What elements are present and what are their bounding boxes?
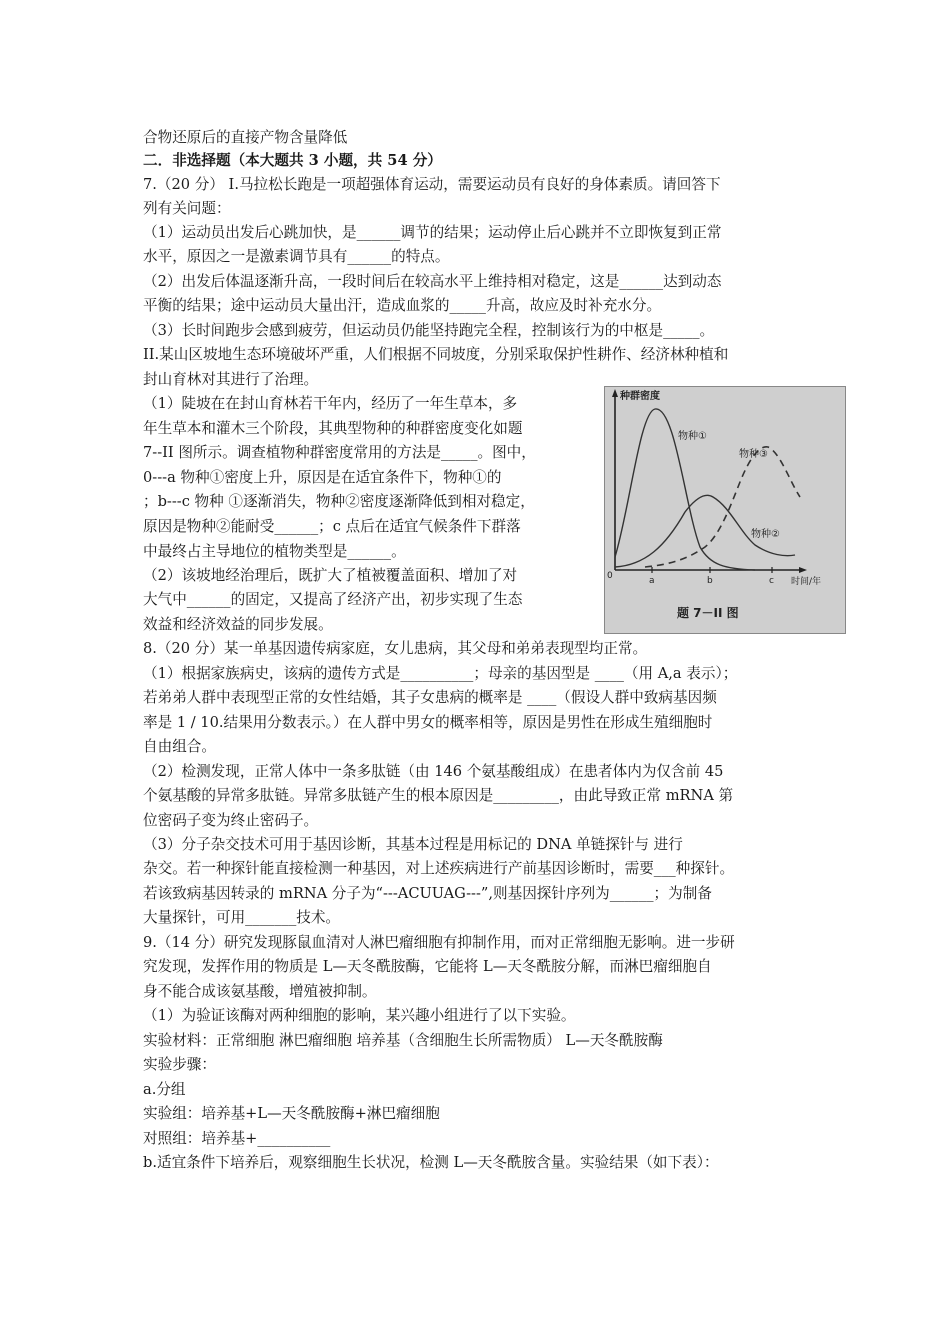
text-line: 实验材料：正常细胞 淋巴瘤细胞 培养基（含细胞生长所需物质） L—天冬酰胺酶 (143, 1032, 663, 1049)
species2-label: 物种② (751, 529, 780, 540)
text-line: 大气中______的固定，又提高了经济产出，初步实现了生态 (143, 591, 523, 608)
question-7-line: 7.（20 分） I.马拉松长跑是一项超强体育运动，需要运动员有良好的身体素质。请回答下 (143, 176, 721, 193)
text-line: 若弟弟人群中表现型正常的女性结婚，其子女患病的概率是 ____（假设人群中致病基因频 (143, 689, 717, 706)
text-line: （1）为验证该酶对两种细胞的影响，某兴趣小组进行了以下实验。 (143, 1007, 576, 1024)
text-line: （1）陡坡在在封山育林若干年内，经历了一年生草本，多 (143, 395, 518, 412)
text-line: （3）长时间跑步会感到疲劳，但运动员仍能坚持跑完全程，控制该行为的中枢是_____。 (143, 322, 715, 339)
text-line: 中最终占主导地位的植物类型是______。 (143, 543, 406, 560)
species3-curve (645, 447, 800, 567)
text-line: （2）出发后体温逐渐升高，一段时间后在较高水平上维持相对稳定，这是______达到动态 (143, 273, 722, 290)
population-density-figure (604, 386, 846, 634)
text-line: 个氨基酸的异常多肽链。异常多肽链产生的根本原因是_________，由此导致正常 mRNA 第 (143, 787, 734, 804)
text-line: 杂交。若一种探针能直接检测一种基因，对上述疾病进行产前基因诊断时，需要___种探针。 (143, 860, 735, 877)
text-line: II.某山区坡地生态环境破坏严重，人们根据不同坡度，分别采取保护性耕作、经济林种植和 (143, 346, 729, 363)
text-line: 列有关问题： (143, 200, 231, 217)
text-line: 位密码子变为终止密码子。 (143, 812, 319, 829)
text-line: 究发现，发挥作用的物质是 L—天冬酰胺酶，它能将 L—天冬酰胺分解，而淋巴瘤细胞自 (143, 958, 712, 975)
origin-label: 0 (607, 571, 613, 581)
text-line: 平衡的结果；途中运动员大量出汗，造成血浆的_____升高，故应及时补充水分。 (143, 297, 662, 314)
text-line: b.适宜条件下培养后，观察细胞生长状况，检测 L—天冬酰胺含量。实验结果（如下表）： (143, 1154, 719, 1171)
figure-caption: 题 7－II 图 (677, 606, 739, 620)
text-line: a.分组 (143, 1081, 186, 1098)
text-line: 原因是物种②能耐受______；c 点后在适宜气候条件下群落 (143, 518, 521, 535)
tick-a-label: a (649, 576, 655, 586)
text-line: 0---a 物种①密度上升，原因是在适宜条件下，物种①的 (143, 469, 502, 486)
text-line: 对照组：培养基+__________ (143, 1130, 331, 1147)
text-line: 率是 1 / 10.结果用分数表示。）在人群中男女的概率相等，原因是男性在形成生殖细胞时 (143, 714, 713, 731)
text-line: （2）检测发现，正常人体中一条多肽链（由 146 个氨基酸组成）在患者体内为仅含前 45 (143, 763, 724, 780)
text-line: （1）根据家族病史，该病的遗传方式是__________；母亲的基因型是 ____（用 A,a 表示）； (143, 665, 738, 682)
text-line: 自由组合。 (143, 738, 216, 755)
question-9-line: 9.（14 分）研究发现豚鼠血清对人淋巴瘤细胞有抑制作用，而对正常细胞无影响。进一步研 (143, 934, 735, 951)
text-line: 封山育林对其进行了治理。 (143, 371, 319, 388)
text-line: ；b---c 物种 ①逐渐消失，物种②密度逐渐降低到相对稳定， (143, 493, 535, 510)
tick-b-label: b (707, 576, 713, 586)
text-line: 身不能合成该氨基酸，增殖被抑制。 (143, 983, 377, 1000)
text-line: （1）运动员出发后心跳加快，是______调节的结果；运动停止后心跳并不立即恢复到正常 (143, 224, 722, 241)
x-axis-arrow-icon (799, 567, 807, 573)
y-axis-label: 种群密度 (620, 391, 660, 402)
text-line: 实验组：培养基+L—天冬酰胺酶+淋巴瘤细胞 (143, 1105, 440, 1122)
section-heading: 二．非选择题（本大题共 3 小题，共 54 分） (143, 152, 442, 169)
text-line: （3）分子杂交技术可用于基因诊断，其基本过程是用标记的 DNA 单链探针与 进行 (143, 836, 683, 853)
text-line: 合物还原后的直接产物含量降低 (143, 129, 348, 146)
text-line: 若该致病基因转录的 mRNA 分子为“---ACUUAG---”,则基因探针序列为______；为制备 (143, 885, 712, 902)
question-8-line: 8.（20 分）某一单基因遗传病家庭，女儿患病，其父母和弟弟表现型均正常。 (143, 640, 648, 657)
species3-label: 物种③ (739, 449, 768, 460)
x-axis-label: 时间/年 (791, 577, 822, 587)
species1-label: 物种① (678, 431, 707, 442)
text-line: 年生草本和灌木三个阶段，其典型物种的种群密度变化如题 (143, 420, 523, 437)
text-line: 水平，原因之一是激素调节具有______的特点。 (143, 248, 450, 265)
text-line: 大量探针，可用_______技术。 (143, 909, 341, 926)
text-line: （2）该坡地经治理后，既扩大了植被覆盖面积、增加了对 (143, 567, 518, 584)
text-line: 效益和经济效益的同步发展。 (143, 616, 333, 633)
tick-c-label: c (769, 576, 774, 586)
y-axis-arrow-icon (612, 389, 618, 397)
text-line: 7--II 图所示。调查植物种群密度常用的方法是_____。图中， (143, 444, 536, 461)
text-line: 实验步骤： (143, 1056, 216, 1073)
figure-graph (605, 387, 847, 635)
